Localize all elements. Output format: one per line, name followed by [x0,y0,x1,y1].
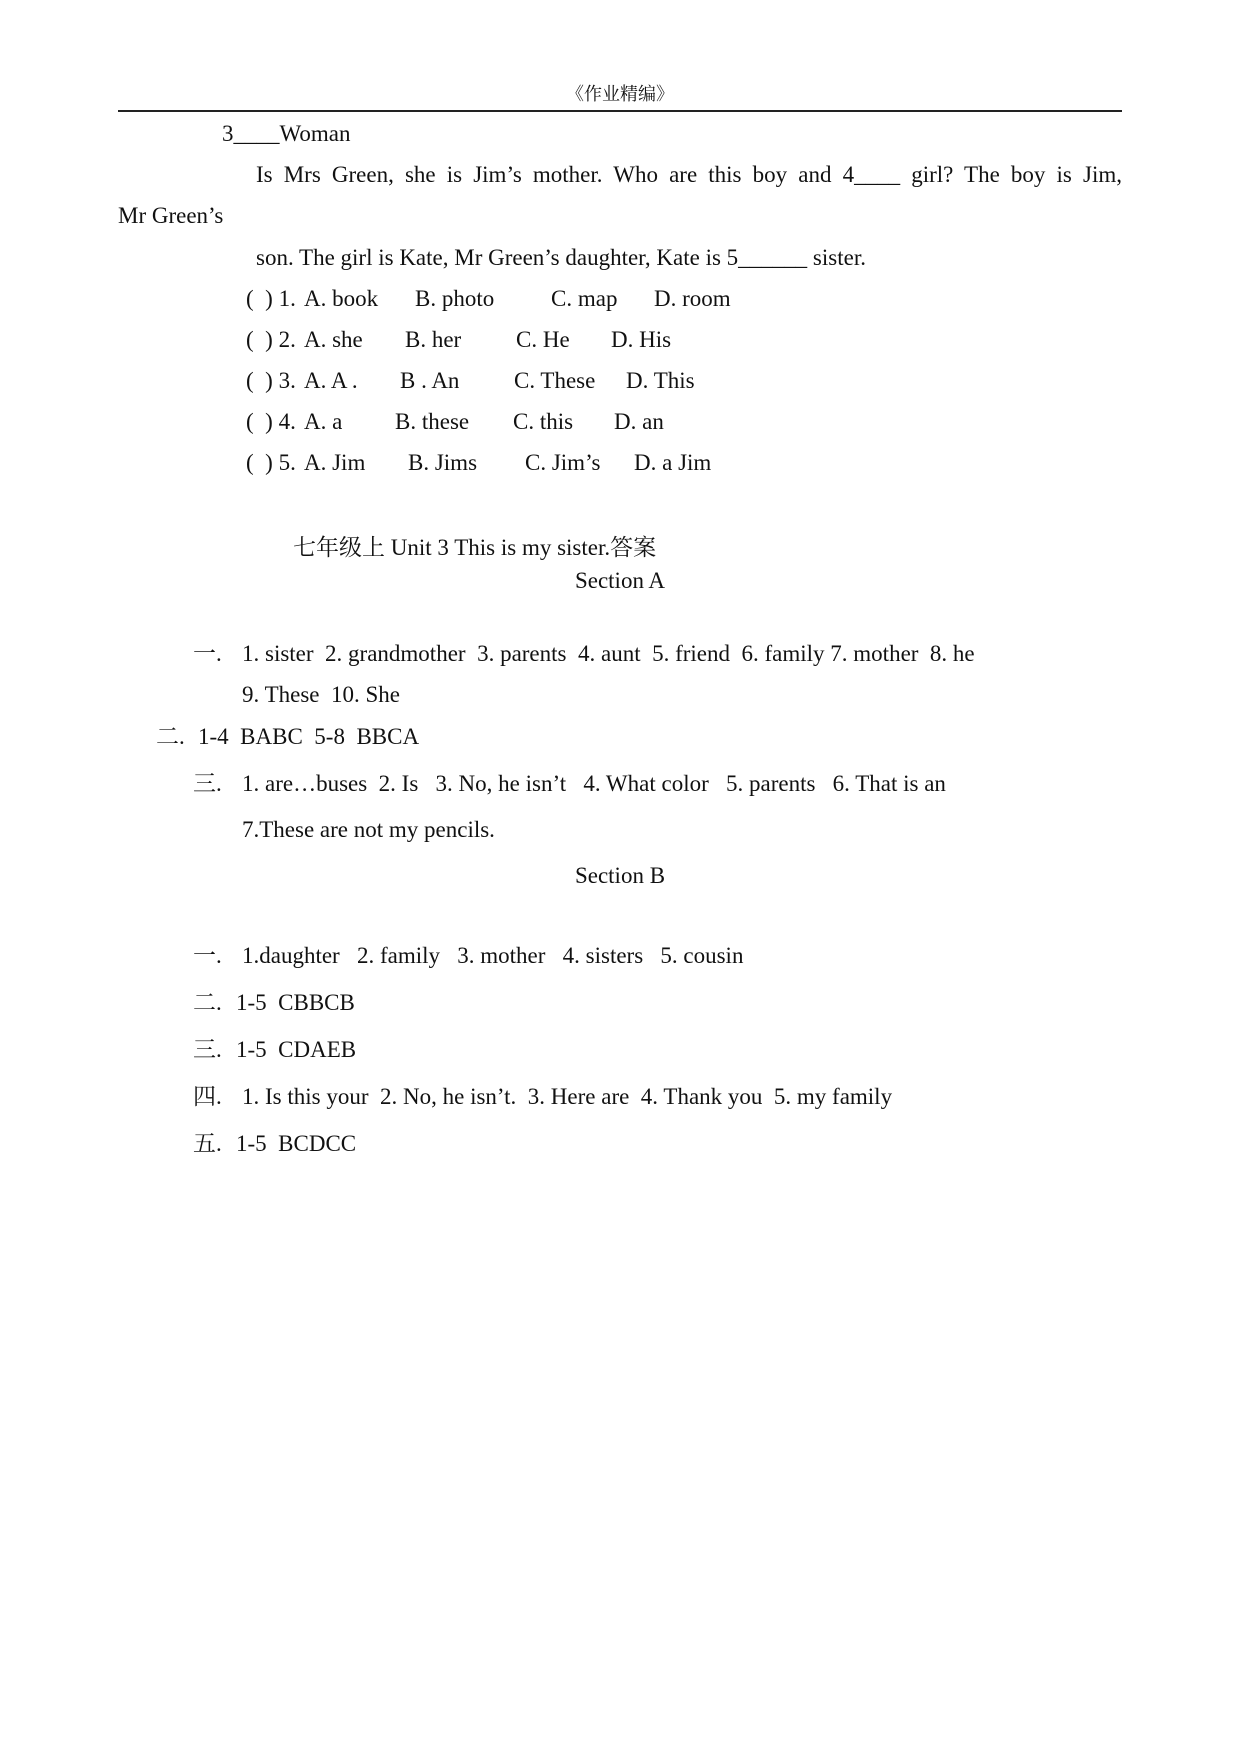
question-number: ( ) 5. [246,450,296,475]
section-b-part-1-label: 一. [193,943,222,968]
section-b-part-5-text: 1-5 BCDCC [236,1131,357,1156]
passage-line-1: 3____Woman [222,121,351,146]
option-a: A. a [304,409,343,434]
section-b-part-2-label: 二. [193,990,222,1015]
section-b-part-2-text: 1-5 CBBCB [236,990,355,1015]
section-b-title: Section B [574,863,666,888]
section-b-part-3-label: 三. [193,1037,222,1062]
section-a-part-2-label: 二. [156,724,185,749]
section-a-title: Section A [574,568,666,593]
section-a-part-3-line-2: 7.These are not my pencils. [242,817,495,842]
question-number: ( ) 2. [246,327,296,352]
option-d: D. a Jim [634,450,712,475]
answers-title: 七年级上 Unit 3 This is my sister.答案 [293,535,657,560]
section-a-part-1-line-2: 9. These 10. She [242,682,401,707]
section-b-part-5-label: 五. [193,1131,222,1156]
option-b: B . An [400,368,460,393]
section-b-part-1-text: 1.daughter 2. family 3. mother 4. sisters 5. cousin [242,943,744,968]
option-d: D. This [626,368,695,393]
option-a: A. Jim [304,450,366,475]
passage-line-3: Mr Green’s [118,203,224,228]
passage-line-2: Is Mrs Green, she is Jim’s mother. Who are this boy and 4____ girl? The boy is Jim, [256,162,1122,187]
option-a: A. book [304,286,379,311]
option-d: D. room [654,286,731,311]
section-a-part-3-label: 三. [193,771,222,796]
question-number: ( ) 1. [246,286,296,311]
option-d: D. an [614,409,664,434]
section-b-part-4-text: 1. Is this your 2. No, he isn’t. 3. Here are 4. Thank you 5. my family [242,1084,893,1109]
section-a-part-2-text: 1-4 BABC 5-8 BBCA [198,724,420,749]
question-number: ( ) 3. [246,368,296,393]
option-c: C. Jim’s [525,450,601,475]
section-a-part-1-line-1: 1. sister 2. grandmother 3. parents 4. aunt 5. friend 6. family 7. mother 8. he [242,641,975,666]
header-title: 《作业精编》 [566,84,674,104]
section-b-part-4-label: 四. [193,1084,222,1109]
option-b: B. photo [415,286,495,311]
option-c: C. These [514,368,596,393]
option-b: B. these [395,409,470,434]
option-b: B. her [405,327,462,352]
option-d: D. His [611,327,672,352]
option-c: C. map [551,286,618,311]
option-c: C. this [513,409,574,434]
option-c: C. He [516,327,570,352]
question-number: ( ) 4. [246,409,296,434]
option-a: A. she [304,327,363,352]
section-b-part-3-text: 1-5 CDAEB [236,1037,357,1062]
passage-line-4: son. The girl is Kate, Mr Green’s daughter, Kate is 5______ sister. [256,245,866,270]
section-a-part-1-label: 一. [193,641,222,666]
option-a: A. A . [304,368,358,393]
option-b: B. Jims [408,450,478,475]
page-header [118,82,1122,112]
section-a-part-3-line-1: 1. are…buses 2. Is 3. No, he isn’t 4. What color 5. parents 6. That is an [242,771,946,796]
